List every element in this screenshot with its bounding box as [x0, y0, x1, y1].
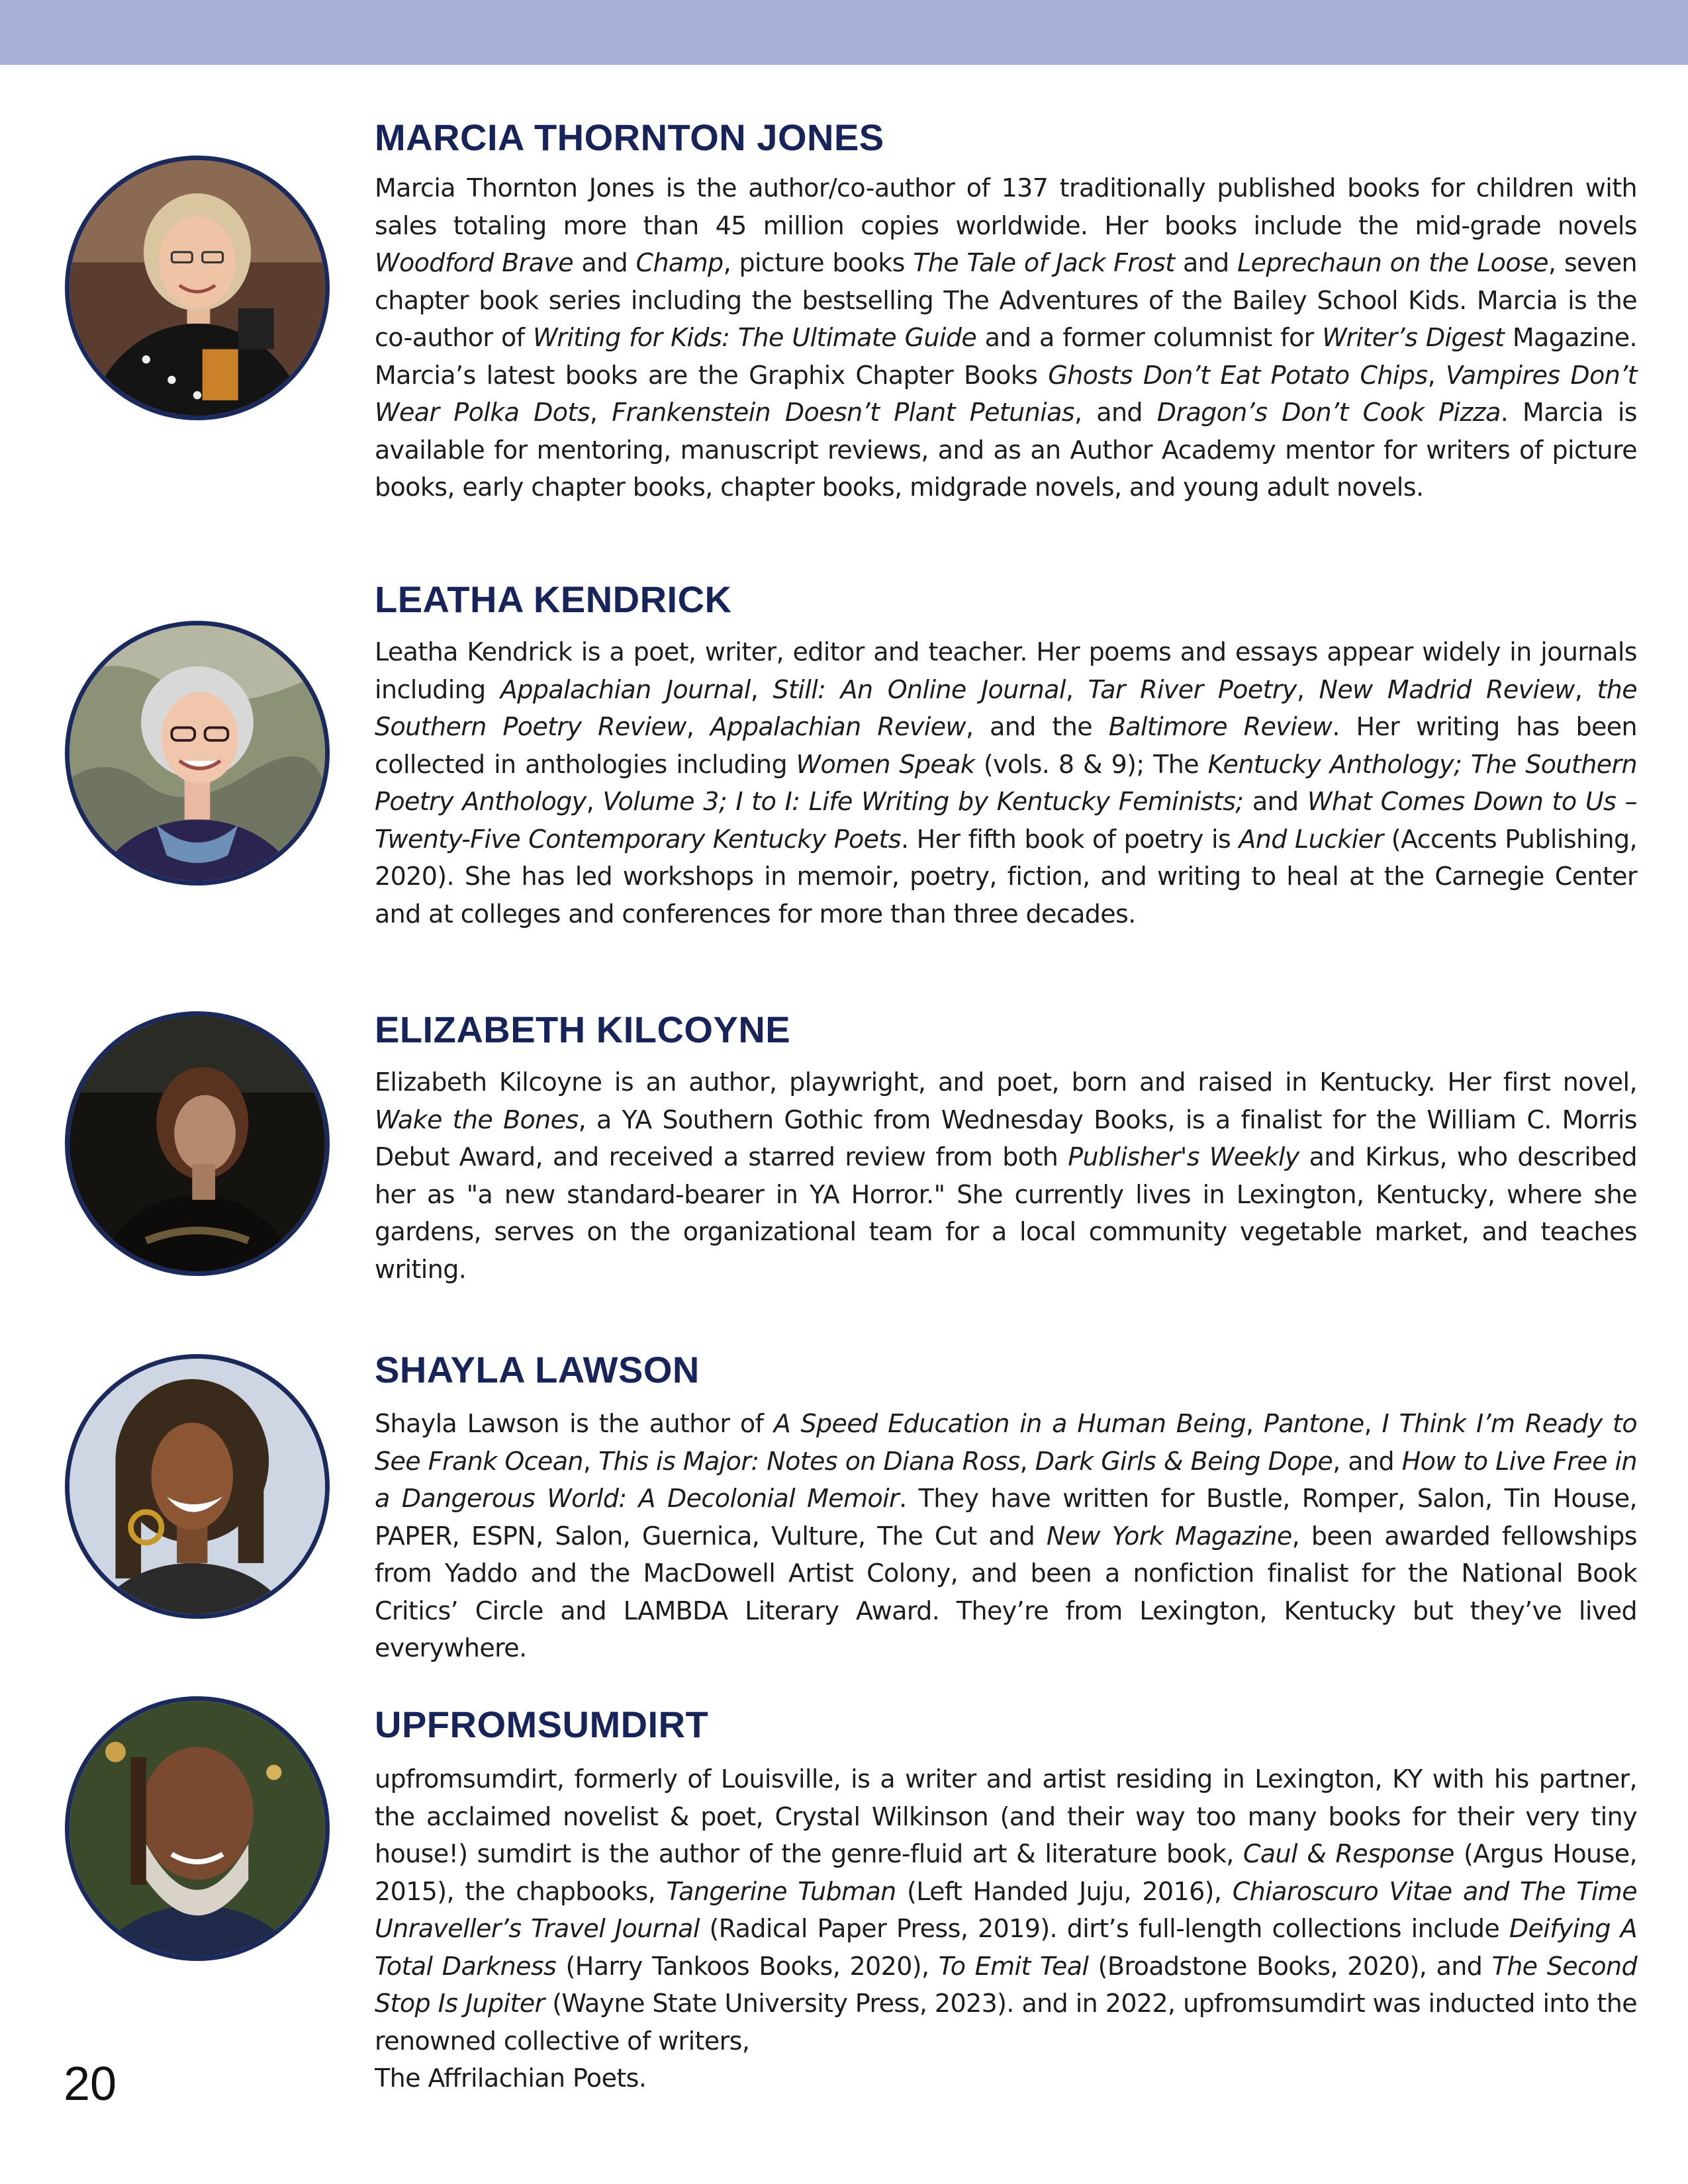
- bio-title-italic: Leprechaun on the Loose: [1237, 248, 1548, 277]
- bio-text: [375, 633, 1637, 933]
- bio-name: LEATHA KENDRICK: [375, 578, 732, 620]
- bio-title-italic: Wake the Bones: [375, 1105, 579, 1134]
- bio-text-run: , and the: [965, 712, 1109, 741]
- bio-name: ELIZABETH KILCOYNE: [375, 1009, 791, 1050]
- bio-text-run: Magazine. Marcia’s latest books are the Graphix Chapter Books: [375, 323, 1637, 390]
- portrait-photo-icon: [65, 1696, 330, 1961]
- bio-text-run: ,: [686, 712, 710, 741]
- bio-title-italic: Vampires Don’t Wear Polka Dots: [375, 360, 1637, 427]
- bio-title-italic: What Comes Down to Us – Twenty-Five Contemporary Kentucky Poets: [375, 787, 1637, 854]
- bio-title-italic: Deifying A Total Darkness: [375, 1914, 1637, 1981]
- bio-text-run: (Harry Tankoos Books, 2020),: [556, 1951, 939, 1981]
- bio-text-run: ,: [583, 1446, 599, 1476]
- bio-text-run: ,: [1364, 1409, 1382, 1438]
- bio-title-italic: Kentucky Anthology; The Southern Poetry Anthology: [375, 749, 1637, 816]
- bio-text-run: ,: [1296, 674, 1319, 704]
- bio-title-italic: How to Live Free in a Dangerous World: A Decolonial Memoir: [375, 1446, 1637, 1513]
- bio-title-italic: Tangerine Tubman: [666, 1876, 896, 1906]
- bio-title-italic: Champ: [635, 248, 724, 277]
- bio-title-italic: Women Speak: [796, 749, 975, 779]
- bio-text: [375, 1760, 1637, 2097]
- bio-text-run: ,: [1019, 1446, 1035, 1476]
- page-number: 20: [64, 2058, 117, 2111]
- bio-text-run: ,: [1246, 1409, 1264, 1438]
- bio-title-italic: Chiaroscuro Vitae and The Time Unraveller’s Travel Journal: [375, 1876, 1637, 1943]
- bio-title-italic: A Speed Education in a Human Being: [773, 1409, 1246, 1438]
- bio-title-italic: Frankenstein Doesn’t Plant Petunias: [612, 398, 1074, 427]
- bio-text-run: and: [573, 248, 636, 277]
- header-band: [0, 0, 1688, 65]
- bio-text-run: ,: [589, 398, 612, 427]
- bio-title-italic: Baltimore Review: [1108, 712, 1333, 741]
- bio-text-run: . Her fifth book of poetry is: [900, 824, 1239, 854]
- bio-title-italic: And Luckier: [1239, 824, 1383, 854]
- bio-text: [375, 1405, 1637, 1667]
- bio-text-run: (Argus House, 2015), the chapbooks,: [375, 1839, 1637, 1906]
- bio-title-italic: Ghosts Don’t Eat Potato Chips: [1048, 360, 1428, 390]
- bio-title-italic: Appalachian Journal: [500, 674, 751, 704]
- bio-title-italic: The Second Stop Is Jupiter: [375, 1951, 1637, 2018]
- bio-text-run: , a YA Southern Gothic from Wednesday Books, is a finalist for the William C. Morris Debut Award, and received a starred review from both: [375, 1105, 1637, 1171]
- bio-text-run: , and: [1333, 1446, 1402, 1476]
- portrait-photo-icon: [65, 156, 330, 420]
- bio-text: [375, 1064, 1637, 1288]
- bio-text-run: . They have written for Bustle, Romper, Salon, Tin House, PAPER, ESPN, Salon, Guernica, Vulture, The Cut and: [375, 1484, 1637, 1551]
- bio-title-italic: Dragon’s Don’t Cook Pizza: [1156, 398, 1501, 427]
- bio-text-run: (Radical Paper Press, 2019). dirt’s full-length collections include: [699, 1914, 1509, 1943]
- bio-text-run: ,: [750, 674, 773, 704]
- bio-text-run: , seven chapter book series including the bestselling The Adventures of the Bailey School Kids. Marcia is the co-author of: [375, 248, 1637, 352]
- bio-text-run: . Marcia is available for mentoring, manuscript reviews, and as an Author Academy mentor for writers of picture books, early chapter books, chapter books, midgrade novels, and young adult novels.: [375, 398, 1637, 502]
- bio-text-run: The Affrilachian Poets.: [375, 2064, 647, 2093]
- bio-text-run: , been awarded fellowships from Yaddo and the MacDowell Artist Colony, and been a nonfiction finalist for the National Book Critics’ Circle and LAMBDA Literary Award. They’re from Lexington, Kentucky but they’ve lived everywhere.: [375, 1521, 1637, 1662]
- bio-title-italic: Publisher's Weekly: [1068, 1142, 1299, 1171]
- bio-text-run: . Her writing has been collected in anthologies including: [375, 712, 1638, 779]
- bio-text-run: Shayla Lawson is the author of: [375, 1409, 774, 1438]
- bio-text: [375, 169, 1637, 506]
- bio-text-run: ,: [1574, 674, 1597, 704]
- bio-name: SHAYLA LAWSON: [375, 1349, 700, 1390]
- bio-text-run: (Accents Publishing, 2020). She has led workshops in memoir, poetry, fiction, and writing to heal at the Carnegie Center and at colleges and conferences for more than three decades.: [375, 824, 1637, 929]
- bio-title-italic: Still: An Online Journal: [773, 674, 1066, 704]
- bio-title-italic: Woodford Brave: [375, 248, 574, 277]
- bio-text-run: (vols. 8 & 9); The: [974, 749, 1208, 779]
- bio-text-run: , and: [1074, 398, 1157, 427]
- bio-text-run: , picture books: [723, 248, 914, 277]
- bio-name: MARCIA THORNTON JONES: [375, 116, 884, 158]
- bio-text-run: Leatha Kendrick is a poet, writer, editor and teacher. Her poems and essays appear widely in journals including: [375, 637, 1637, 704]
- bio-title-italic: Writer’s Digest: [1322, 323, 1505, 352]
- bio-title-italic: Appalachian Review: [710, 712, 966, 741]
- bio-title-italic: Volume 3; I to I: Life Writing by Kentucky Feminists;: [602, 787, 1244, 816]
- bio-title-italic: Tar River Poetry: [1088, 674, 1297, 704]
- bio-title-italic: New Madrid Review: [1319, 674, 1575, 704]
- bio-text-run: (Broadstone Books, 2020), and: [1088, 1951, 1492, 1981]
- bio-title-italic: Caul & Response: [1243, 1839, 1454, 1868]
- bio-text-run: Marcia Thornton Jones is the author/co-author of 137 traditionally published books for children with sales totaling more than 45 million copies worldwide. Her books include the mid-grade novels: [375, 173, 1637, 240]
- bio-title-italic: the Southern Poetry Review: [375, 674, 1638, 741]
- bio-title-italic: Dark Girls & Being Dope: [1035, 1446, 1333, 1476]
- bio-title-italic: Pantone: [1263, 1409, 1364, 1438]
- bio-text-run: and a former columnist for: [976, 323, 1323, 352]
- bio-title-italic: This is Major: Notes on Diana Ross: [598, 1446, 1020, 1476]
- bio-text-run: upfromsumdirt, formerly of Louisville, is a writer and artist residing in Lexington, KY with his partner, the acclaimed novelist & poet, Crystal Wilkinson (and their way too many books for their very tiny house!) sumdirt is the author of the genre-fluid art & literature book,: [375, 1764, 1637, 1868]
- bio-title-italic: I Think I’m Ready to See Frank Ocean: [375, 1409, 1637, 1476]
- bio-text-run: and: [1174, 248, 1238, 277]
- bio-text-run: and: [1243, 787, 1307, 816]
- bio-text-run: Elizabeth Kilcoyne is an author, playwright, and poet, born and raised in Kentucky. Her first novel,: [375, 1068, 1637, 1097]
- bio-text-run: ,: [586, 787, 603, 816]
- portrait-photo-icon: [65, 621, 330, 886]
- bio-text-run: ,: [1427, 360, 1446, 390]
- bio-text-run: ,: [1065, 674, 1088, 704]
- bio-title-italic: The Tale of Jack Frost: [913, 248, 1175, 277]
- bio-title-italic: New York Magazine: [1046, 1521, 1292, 1551]
- bio-name: UPFROMSUMDIRT: [375, 1704, 709, 1745]
- portrait-photo-icon: [65, 1354, 330, 1619]
- bio-title-italic: Writing for Kids: The Ultimate Guide: [532, 323, 977, 352]
- bio-text-run: (Wayne State University Press, 2023). and in 2022, upfromsumdirt was inducted into the renowned collective of writers,: [375, 1989, 1637, 2056]
- bio-title-italic: To Emit Teal: [938, 1951, 1089, 1981]
- portrait-photo-icon: [65, 1011, 330, 1276]
- bio-text-run: (Left Handed Juju, 2016),: [896, 1876, 1233, 1906]
- bio-text-run: and Kirkus, who described her as "a new standard-bearer in YA Horror." She currently lives in Lexington, Kentucky, where she gardens, serves on the organizational team for a local community vegetable market, and teaches writing.: [375, 1142, 1638, 1284]
